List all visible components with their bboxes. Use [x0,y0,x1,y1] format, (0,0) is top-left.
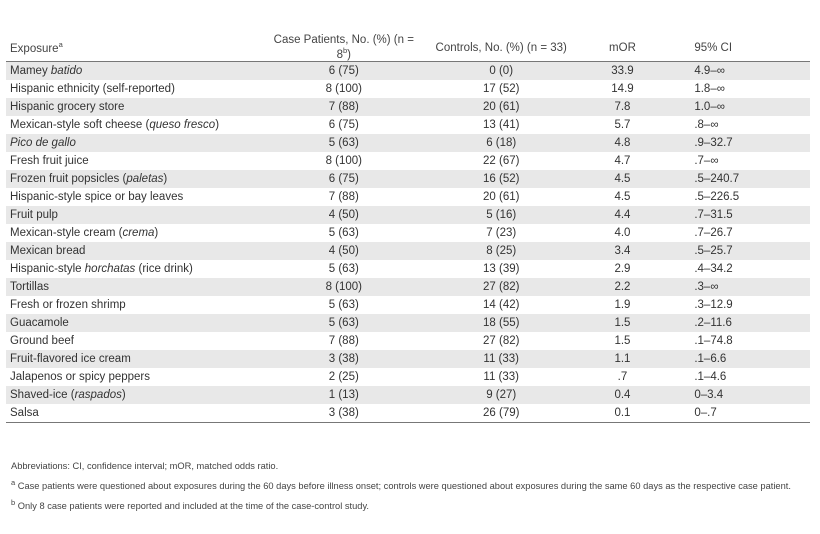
table-row [6,224,810,242]
exposure-text-pre: Fruit-flavored ice cream [10,353,131,365]
cell-cases: 5 (63) [328,227,359,239]
cell-controls: 16 (52) [426,170,577,188]
exposure-text-pre: Guacamole [10,317,69,329]
header-cases [262,34,426,62]
cell-exposure [6,80,262,98]
cell-controls: 14 (42) [483,299,520,311]
footnote-marker-a: a [58,40,63,50]
cell-cases: 3 (38) [262,404,426,423]
header-ci: 95% CI [668,34,810,62]
cell-cases: 5 (63) [328,299,359,311]
cell-controls: 18 (55) [426,314,577,332]
cell-controls: 27 (82) [483,335,520,347]
cell-mor: 33.9 [577,62,669,81]
cell-ci: .1–4.6 [694,371,727,383]
cell-cases: 7 (88) [328,191,359,203]
cell-controls: 7 (23) [486,227,517,239]
header-cases-label: Case Patients, No. (%) (n = 8 [273,34,414,61]
cell-exposure [6,278,262,296]
cell-mor: 4.0 [614,227,631,239]
table-row [6,260,810,278]
table-row [6,332,810,350]
cell-controls: 13 (41) [483,119,520,131]
table-row [6,350,810,368]
cell-ci: .3–12.9 [694,299,733,311]
exposure-text-pre: Hispanic-style [10,263,85,275]
cell-ci: 4.9–∞ [668,62,810,81]
cell-controls: 20 (61) [483,191,520,203]
cell-ci: .1–6.6 [668,350,810,368]
table-row [6,62,810,81]
footnote-b [11,496,811,513]
cell-cases: 2 (25) [328,371,359,383]
header-exposure [6,34,262,62]
table-row [6,314,810,332]
cell-controls: 22 (67) [483,155,520,167]
cell-controls: 5 (16) [426,206,577,224]
exposure-text-pre: Hispanic-style spice or bay leaves [10,191,184,203]
cell-mor: 3.4 [577,242,669,260]
exposure-text-post: ) [154,227,159,239]
exposure-text-pre: Mamey [10,65,51,77]
exposure-table-container [6,34,810,423]
exposure-text-pre: Hispanic grocery store [10,101,125,113]
cell-controls: 0 (0) [426,62,577,81]
cell-exposure [6,404,262,423]
cell-exposure [6,188,262,206]
cell-exposure [6,206,262,224]
cell-ci: 1.8–∞ [694,83,725,95]
exposure-text-em: paletas [126,173,164,185]
table-row [6,278,810,296]
cell-exposure [6,224,262,242]
exposure-text-em: Pico de gallo [10,137,76,149]
cell-cases: 6 (75) [262,170,426,188]
table-row [6,116,810,134]
exposure-text-pre: Mexican-style soft cheese ( [10,119,150,131]
cell-exposure [6,242,262,260]
cell-ci: .4–34.2 [694,263,733,275]
cell-mor: 4.5 [614,191,631,203]
exposure-table [6,34,810,423]
cell-ci: 0–3.4 [668,386,810,404]
exposure-text-pre: Salsa [10,407,39,419]
exposure-text-post: ) [121,389,126,401]
cell-ci: .7–31.5 [668,206,810,224]
exposure-text-pre: Frozen fruit popsicles ( [10,173,127,185]
cell-ci: .9–32.7 [668,134,810,152]
cell-ci: 0–.7 [668,404,810,423]
cell-ci: .5–226.5 [694,191,740,203]
table-row [6,98,810,116]
table-body [6,62,810,423]
cell-controls: 11 (33) [483,371,520,383]
exposure-text-post: (rice drink) [135,263,193,275]
table-row [6,296,810,314]
exposure-text-pre: Fresh fruit juice [10,155,89,167]
cell-controls: 20 (61) [426,98,577,116]
footnote-abbreviations: Abbreviations: CI, confidence interval; mOR, matched odds ratio. [11,461,279,471]
cell-mor: 4.8 [577,134,669,152]
table-row [6,404,810,423]
exposure-text-pre: Shaved-ice ( [10,389,75,401]
cell-exposure [6,296,262,314]
cell-mor: 2.9 [614,263,631,275]
exposure-text-em: batido [50,65,83,77]
cell-ci: .5–240.7 [668,170,810,188]
table-header-row [6,34,810,62]
cell-cases: 8 (100) [262,278,426,296]
cell-controls: 9 (27) [426,386,577,404]
cell-cases: 3 (38) [262,350,426,368]
cell-exposure [6,152,262,170]
table-row [6,368,810,386]
table-row [6,206,810,224]
exposure-text-em: raspados [74,389,122,401]
cell-controls: 11 (33) [426,350,577,368]
cell-exposure [6,386,262,404]
cell-exposure [6,368,262,386]
cell-ci: 1.0–∞ [668,98,810,116]
cell-exposure [6,260,262,278]
table-row [6,242,810,260]
cell-cases: 4 (50) [262,206,426,224]
header-exposure-label: Exposure [10,42,59,55]
table-footnotes [11,460,811,516]
cell-exposure [6,62,262,81]
exposure-text-pre: Tortillas [10,281,49,293]
cell-cases: 4 (50) [262,242,426,260]
cell-mor: 1.5 [577,314,669,332]
cell-cases: 6 (75) [328,119,359,131]
exposure-text-em: horchatas [84,263,136,275]
footnote-b-marker: b [11,498,16,508]
cell-exposure [6,98,262,116]
cell-ci: .3–∞ [668,278,810,296]
cell-cases: 5 (63) [262,134,426,152]
table-row [6,134,810,152]
cell-ci: .8–∞ [694,119,719,131]
cell-exposure [6,116,262,134]
cell-controls: 6 (18) [426,134,577,152]
cell-mor: 0.1 [577,404,669,423]
cell-mor: 0.4 [577,386,669,404]
cell-exposure [6,314,262,332]
footnote-marker-b: b [342,46,348,56]
cell-mor: 5.7 [614,119,631,131]
cell-ci: .5–25.7 [668,242,810,260]
cell-exposure [6,350,262,368]
exposure-text-em: queso fresco [149,119,216,131]
cell-mor: .7 [617,371,628,383]
cell-ci: .1–74.8 [694,335,733,347]
header-cases-close: ) [347,48,351,61]
cell-controls: 26 (79) [426,404,577,423]
cell-controls: 17 (52) [483,83,520,95]
exposure-text-pre: Jalapenos or spicy peppers [10,371,150,383]
table-row [6,80,810,98]
cell-ci: .2–11.6 [668,314,810,332]
cell-cases: 5 (63) [262,314,426,332]
table-row [6,386,810,404]
cell-mor: 4.7 [614,155,631,167]
cell-cases: 5 (63) [328,263,359,275]
cell-mor: 4.5 [577,170,669,188]
exposure-text-pre: Fruit pulp [10,209,58,221]
footnote-a-text: Case patients were questioned about exposures during the 60 days before illness onset; controls were questioned about exposures during the same 60 days as the respective case patient. [15,481,791,492]
cell-exposure [6,134,262,152]
footnote-b-text: Only 8 case patients were reported and included at the time of the case-control study. [15,501,369,512]
table-row [6,170,810,188]
exposure-text-post: ) [215,119,220,131]
cell-ci: .7–∞ [694,155,719,167]
cell-exposure [6,170,262,188]
cell-mor: 14.9 [611,83,634,95]
exposure-text-pre: Ground beef [10,335,74,347]
cell-cases: 7 (88) [262,98,426,116]
table-row [6,188,810,206]
footnote-a [11,476,811,493]
cell-cases: 8 (100) [325,83,362,95]
cell-cases: 7 (88) [328,335,359,347]
cell-controls: 13 (39) [483,263,520,275]
cell-mor: 1.9 [614,299,631,311]
exposure-text-pre: Fresh or frozen shrimp [10,299,126,311]
exposure-text-em: crema [122,227,155,239]
cell-mor: 1.5 [614,335,631,347]
exposure-text-post: ) [163,173,168,185]
footnote-a-marker: a [11,478,16,487]
cell-exposure [6,332,262,350]
cell-ci: .7–26.7 [694,227,733,239]
exposure-text-pre: Mexican bread [10,245,86,257]
header-mor: mOR [577,34,669,62]
cell-cases: 8 (100) [325,155,362,167]
cell-cases: 1 (13) [262,386,426,404]
cell-mor: 4.4 [577,206,669,224]
cell-mor: 2.2 [577,278,669,296]
cell-controls: 8 (25) [426,242,577,260]
cell-controls: 27 (82) [426,278,577,296]
exposure-text-pre: Mexican-style cream ( [10,227,123,239]
table-row [6,152,810,170]
cell-mor: 1.1 [577,350,669,368]
cell-cases: 6 (75) [262,62,426,81]
cell-mor: 7.8 [577,98,669,116]
header-controls: Controls, No. (%) (n = 33) [426,34,577,62]
exposure-text-pre: Hispanic ethnicity (self-reported) [10,83,175,95]
